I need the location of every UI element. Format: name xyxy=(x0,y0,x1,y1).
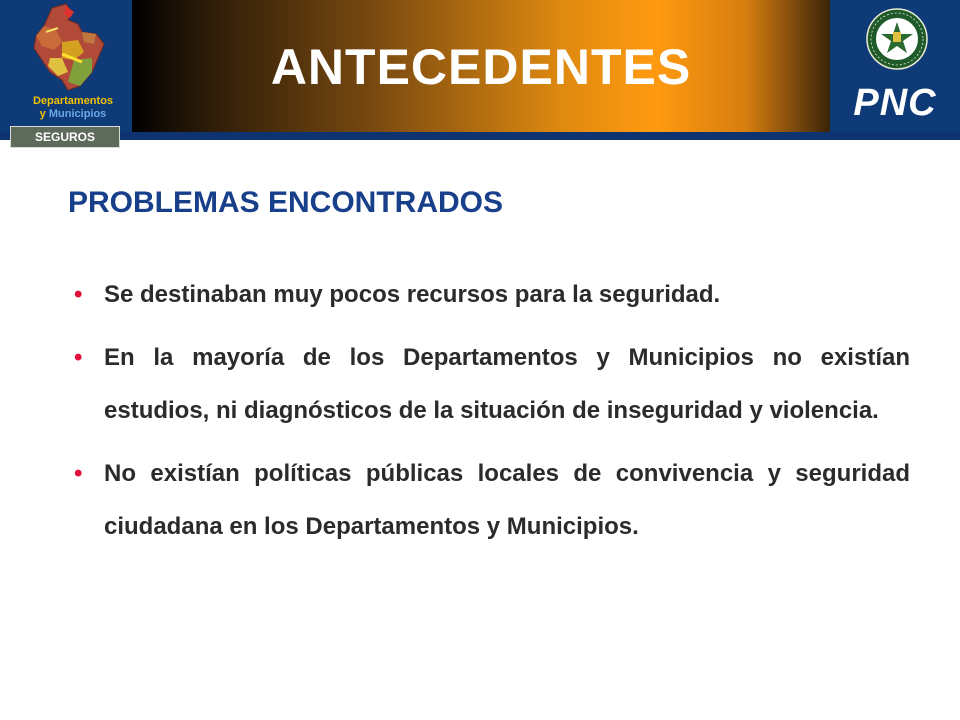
section-title: PROBLEMAS ENCONTRADOS xyxy=(68,186,504,219)
header-divider xyxy=(0,132,960,140)
police-logo xyxy=(830,0,960,132)
list-item xyxy=(70,331,910,437)
bullet-text: No existían políticas públicas locales de convivencia y seguridad ciudadana en los Departamentos y Municipios. xyxy=(104,460,910,540)
logo-line-1: Departamentos xyxy=(32,95,114,107)
logo-line-2-prefix: y xyxy=(39,108,49,120)
page-title: ANTECEDENTES xyxy=(270,39,692,95)
seguros-badge: SEGUROS xyxy=(10,126,120,148)
list-item xyxy=(70,268,910,321)
bullet-dot-icon: • xyxy=(74,281,83,308)
list-item xyxy=(70,447,910,553)
bullet-list xyxy=(70,268,910,559)
bullet-dot-icon: • xyxy=(74,460,83,487)
bullet-text: En la mayoría de los Departamentos y Municipios no existían estudios, ni diagnósticos de la situación de inseguridad y violencia. xyxy=(104,344,910,424)
colombia-map-icon xyxy=(22,2,112,94)
pnc-label: PNC xyxy=(853,82,937,124)
title-banner xyxy=(132,0,830,132)
bullet-text: Se destinaban muy pocos recursos para la seguridad. xyxy=(104,281,721,308)
logo-line-2-highlight: Municipios xyxy=(48,108,107,120)
bullet-dot-icon: • xyxy=(74,344,83,371)
logo-line-2 xyxy=(8,108,138,120)
police-emblem-icon xyxy=(866,8,928,70)
